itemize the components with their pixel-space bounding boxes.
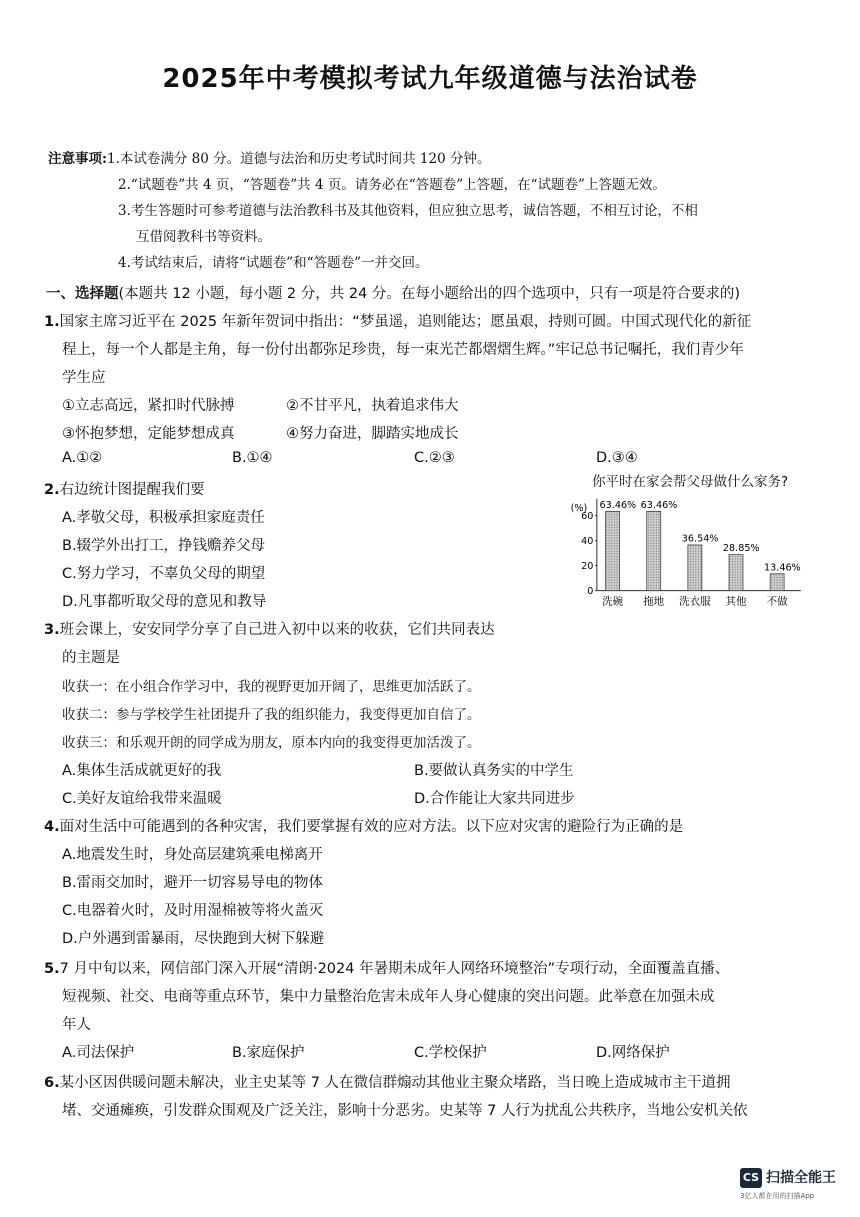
y-axis-label: (%) <box>570 503 588 514</box>
q3-gain: 收获三：和乐观开朗的同学成为朋友，原本内向的我变得更加活泼了。 <box>62 735 481 751</box>
q5-line: 5.7 月中旬以来，网信部门深入开展“清朗·2024 年暑期未成年人网络环境整治”专项行动，全面覆盖直播、 <box>44 961 730 977</box>
x-tick-label: 不做 <box>766 595 788 608</box>
q1-line: 1.国家主席习近平在 2025 年新年贺词中指出：“梦虽遥，追则能达；愿虽艰，持则可圆。中国式现代化的新征 <box>44 314 752 330</box>
q6-line: 堵、交通瘫痪，引发群众围观及广泛关注，影响十分恶劣。史某等 7 人行为扰乱公共秩序，当地公安机关依 <box>62 1103 748 1119</box>
q3-stem: 的主题是 <box>62 650 120 666</box>
q2-option-c: C.努力学习，不辜负父母的期望 <box>62 566 266 582</box>
notice-label: 注意事项: <box>48 151 107 167</box>
q2-stem: 2.右边统计图提醒我们要 <box>44 482 205 498</box>
q3-option-b: B.要做认真务实的中学生 <box>414 763 574 779</box>
x-tick-label: 拖地 <box>643 595 665 608</box>
section-heading: 一、选择题(本题共 12 小题，每小题 2 分，共 24 分。在每小题给出的四个选项中，只有一项是符合要求的) <box>46 286 741 302</box>
q1-line: 程上，每一个人都是主角，每一份付出都弥足珍贵，每一束光芒都熠熠生辉。”牢记总书记嘱托，我们青少年 <box>62 342 744 358</box>
y-tick-label: 40 <box>581 536 594 548</box>
q5-line: 短视频、社交、电商等重点环节，集中力量整治危害未成年人身心健康的突出问题。此举意在加强未成 <box>62 989 715 1005</box>
logo-name: 扫描全能王 <box>766 1170 836 1186</box>
q3-gain: 收获二：参与学校学生社团提升了我的组织能力，我变得更加自信了。 <box>62 707 481 723</box>
data-label: 13.46% <box>764 562 801 574</box>
notice-block <box>48 146 828 276</box>
q5-option-b: B.家庭保护 <box>232 1045 305 1061</box>
notice-item: 互借阅教科书等资料。 <box>136 229 271 245</box>
y-tick-label: 20 <box>581 561 594 573</box>
bar <box>606 511 620 590</box>
notice-item: 3.考生答题时可参考道德与法治教科书及其他资料，但应独立思考，诚信答题，不相互讨论，不相 <box>118 203 698 219</box>
section-desc: (本题共 12 小题，每小题 2 分，共 24 分。在每小题给出的四个选项中，只有一项是符合要求的) <box>118 286 741 302</box>
x-tick-label: 洗衣服 <box>679 595 711 608</box>
page-title: 2025年中考模拟考试九年级道德与法治试卷 <box>162 64 698 94</box>
q2-option-d: D.凡事都听取父母的意见和教导 <box>62 594 267 610</box>
q5-option-c: C.学校保护 <box>414 1045 487 1061</box>
bar <box>770 574 784 591</box>
q1-statement: ③怀抱梦想，定能梦想成真 <box>62 426 235 442</box>
data-label: 28.85% <box>722 543 760 555</box>
chart-title: 你平时在家会帮父母做什么家务? <box>592 474 789 490</box>
q4-option-c: C.电器着火时，及时用湿棉被等将火盖灭 <box>62 903 324 919</box>
data-label: 63.46% <box>599 499 637 511</box>
x-tick-label: 其他 <box>725 595 747 608</box>
q2-option-b: B.辍学外出打工，挣钱赡养父母 <box>62 538 266 554</box>
q4-stem: 4.面对生活中可能遇到的各种灾害，我们要掌握有效的应对方法。以下应对灾害的避险行为正确的是 <box>44 819 684 835</box>
q3-option-d: D.合作能让大家共同进步 <box>414 791 575 807</box>
q4-option-a: A.地震发生时，身处高层建筑乘电梯离开 <box>62 847 323 863</box>
notice-item: 2.“试题卷”共 4 页，“答题卷”共 4 页。请务必在“答题卷”上答题，在“试题卷”上答题无效。 <box>118 177 666 193</box>
bar <box>688 545 702 591</box>
y-tick-label: 60 <box>581 511 594 523</box>
q1-statement: ②不甘平凡，执着追求伟大 <box>286 398 459 414</box>
q1-option-a: A.①② <box>62 450 103 466</box>
logo-tagline: 3亿人都在用的扫描App <box>740 1192 815 1200</box>
q5-option-d: D.网络保护 <box>596 1045 670 1061</box>
q1-option-d: D.③④ <box>596 450 638 466</box>
q4-option-b: B.雷雨交加时，避开一切容易导电的物体 <box>62 875 324 891</box>
q1-option-b: B.①④ <box>232 450 273 466</box>
q3-gain: 收获一：在小组合作学习中，我的视野更加开阔了，思维更加活跃了。 <box>62 679 481 695</box>
q5-option-a: A.司法保护 <box>62 1045 135 1061</box>
scanner-watermark <box>740 1166 840 1206</box>
q4-option-d: D.户外遇到雷暴雨，尽快跑到大树下躲避 <box>62 931 325 947</box>
x-tick-label: 洗碗 <box>602 595 624 608</box>
y-tick-label: 0 <box>587 586 594 598</box>
q1-line: 学生应 <box>62 370 106 386</box>
data-label: 63.46% <box>640 499 678 511</box>
q3-option-c: C.美好友谊给我带来温暖 <box>62 791 222 807</box>
notice-item: 1.本试卷满分 80 分。道德与法治和历史考试时间共 120 分钟。 <box>106 151 491 167</box>
bar <box>647 511 661 590</box>
q3-stem: 3.班会课上，安安同学分享了自己进入初中以来的收获，它们共同表达 <box>44 622 495 638</box>
q5-line: 年人 <box>62 1017 91 1033</box>
q3-option-a: A.集体生活成就更好的我 <box>62 763 222 779</box>
data-label: 36.54% <box>681 533 719 545</box>
q1-statement: ①立志高远，紧扣时代脉搏 <box>62 398 235 414</box>
q2-option-a: A.孝敬父母，积极承担家庭责任 <box>62 510 265 526</box>
q1-statement: ④努力奋进，脚踏实地成长 <box>286 426 459 442</box>
q1-option-c: C.②③ <box>414 450 455 466</box>
cs-logo-icon: CS <box>740 1168 762 1188</box>
bar-chart <box>552 490 822 630</box>
bar <box>729 555 743 591</box>
notice-item: 4.考试结束后，请将“试题卷”和“答题卷”一并交回。 <box>118 255 429 271</box>
q6-line: 6.某小区因供暖问题未解决，业主史某等 7 人在微信群煽动其他业主聚众堵路，当日晚上造成城市主干道拥 <box>44 1075 731 1091</box>
